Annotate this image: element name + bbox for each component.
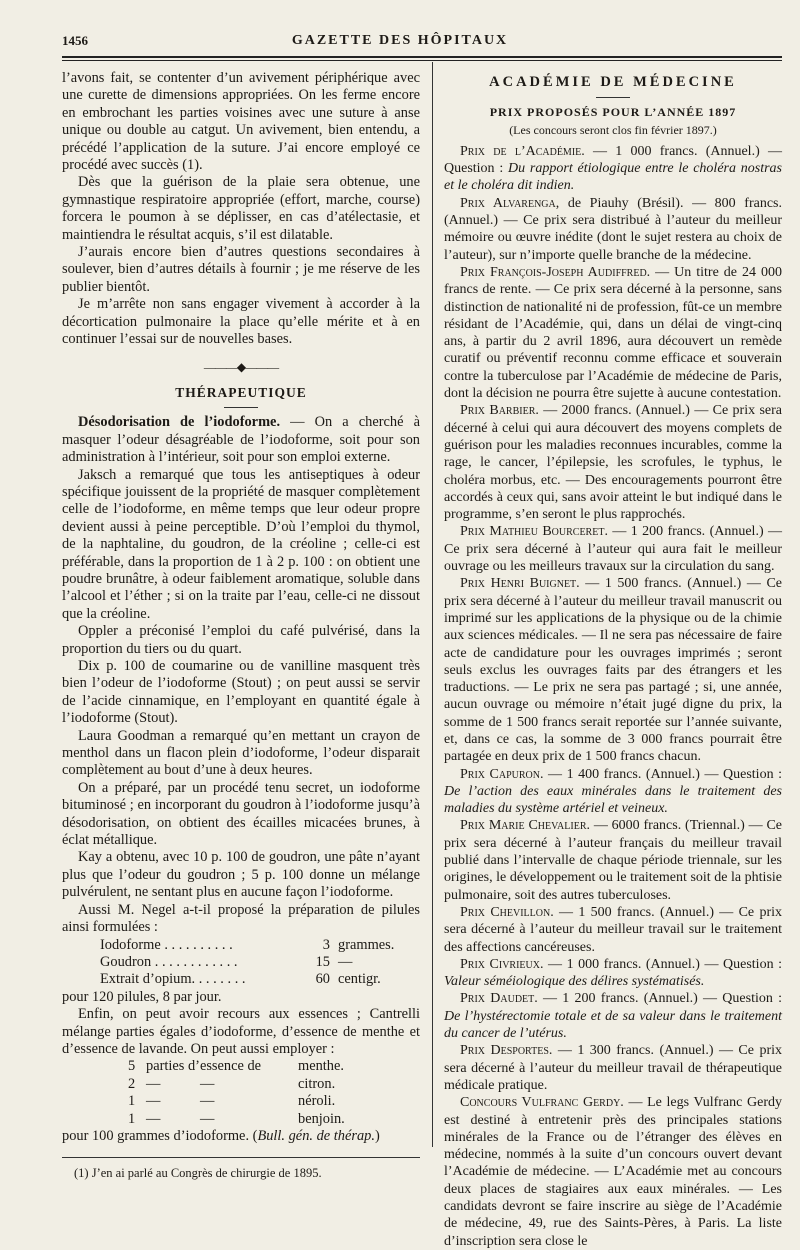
prize-entry [444, 904, 782, 956]
section-title: THÉRAPEUTIQUE [175, 384, 307, 400]
footnote-rule [62, 1157, 420, 1158]
essence-row: 1 — — benjoin. [128, 1110, 345, 1127]
prize-text: — 1 200 francs. (Annuel.) — Question : [537, 991, 783, 1007]
prize-entry [444, 1042, 782, 1094]
prize-question: Du rapport étiologique entre le choléra nostras et le choléra dit indien. [444, 161, 782, 194]
prize-entry [444, 817, 782, 903]
essence-list [62, 1058, 420, 1128]
prize-text: — 1 300 francs. (Annuel.) — Ce prix sera décerné à l’auteur du meilleur travail de thérapeutique médicale pratique. [444, 1043, 782, 1093]
prize-text: — 1 000 francs. (Annuel.) — Question : [444, 143, 782, 177]
prize-entry [444, 195, 782, 264]
prize-name: Prix Alvarenga, [460, 195, 560, 211]
paragraph: On a préparé, par un procédé tenu secret, un iodoforme bituminosé ; en incorporant du goudron à l’iodoforme jusqu’à désodorisation, on obtient des écailles micacées brunes, à éclat métallique. [62, 779, 420, 849]
prize-text: — 6000 francs. (Triennal.) — Ce prix sera décerné à l’auteur français du meilleur travail publié dans l’intervalle de chaque période triennale, sur les origines, le développement ou le traitement soit de la phtisie pulmonaire, soit des autres tuberculoses. [444, 818, 782, 903]
paragraph: Enfin, on peut avoir recours aux essences ; Cantrelli mélange parties égales d’iodoforme, d’essence de menthe et d’essence de lavande. On peut aussi employer : [62, 1006, 420, 1057]
formula-row: Extrait d’opium. . . . . . . . 60 centigr. [100, 971, 381, 988]
footnote: (1) J’en ai parlé au Congrès de chirurgie de 1895. [74, 1166, 322, 1181]
prize-entry [444, 956, 782, 991]
prize-name: Prix Desportes. [460, 1043, 553, 1059]
prize-text: — 1 000 francs. (Annuel.) — Question : [543, 956, 782, 972]
essence-row: 2 — — citron. [128, 1075, 336, 1092]
paragraph: Je m’arrête non sans engager vivement à accorder à la décortication pulmonaire la place qu’elle mérite et à en continuer l’essai sur de nouvelles bases. [62, 296, 420, 348]
prize-text: — 1 200 francs. (Annuel.) — Ce prix sera décerné à l’auteur qui aura fait le meilleur ouvrage ou les meilleurs travaux sur la circulation du sang. [444, 524, 782, 575]
header-rule-thin [62, 60, 782, 61]
title-rule [596, 97, 630, 98]
paragraph: Laura Goodman a remarqué qu’en mettant un crayon de menthol dans un flacon plein d’iodoforme, l’odeur disparait complètement au bout d’une à deux heures. [62, 727, 420, 779]
paragraph: Jaksch a remarqué que tous les antiseptiques à odeur spécifique jouissent de la propriété de masquer complètement celle de l’iodoforme, en même temps que leur odeur propre devient aussi à peine perceptible. D’où l’emploi du thymol, de la naphtaline, du goudron, de la créoline ; celle-ci est préférable, dans la proportion de 1 à 2 p. 100 : on obtient une poudre brunâtre, à odeur faiblement aromatique, soluble dans l’alcool et l’éther ; si on la traite par l’eau, celle-ci ne dissout que la créoline. [62, 466, 420, 622]
prize-text: — Un titre de 24 000 francs de rente. — Ce prix sera décerné à la personne, sans distinction de nationalité ni de profession, fût-ce un membre résidant de l’Académie, qui, dans un délai de vingt-cinq ans, à partir du 2 avril 1896, aura découvert un remède curatif ou préventif reconnu comme efficace et souverain contre la tuberculose par l’Académie de médecine de Paris, dont la décision ne pourra être sujette à aucune contestation. [444, 264, 782, 402]
prize-entry [444, 575, 782, 765]
article-paragraph: Désodorisation de l’iodoforme. — On a cherché à masquer l’odeur désagréable de l’iodoforme, soit pour son administration à l’intérieur, soit pour son emploi externe. [62, 414, 420, 466]
title-rule [224, 407, 258, 408]
essence-row: 1 — — néroli. [128, 1093, 336, 1110]
paragraph: Dès que la guérison de la plaie sera obtenue, une gymnastique respiratoire appropriée (effort, marche, course) forcera le poumon à se déplisser, en cas d’atélectasie, et maintiendra le résultat acquis, s’il est dilatable. [62, 174, 420, 243]
prize-name: Prix Capuron. [460, 766, 544, 782]
paragraph: Dix p. 100 de coumarine ou de vanilline masquent très bien l’odeur de l’iodoforme (Stout) ; on peut aussi se servir de l’acide cinnamique, en l’employant en quantité égale à l’iodoforme (Stout). [62, 658, 420, 727]
prize-question: De l’hystérectomie totale et de sa valeur dans le traitement du cancer de l’utérus. [444, 1008, 782, 1042]
prize-text: — 1 400 francs. (Annuel.) — Question : [543, 766, 783, 782]
formula-row: Goudron . . . . . . . . . . . . 15 — [100, 953, 353, 970]
paragraph: l’avons fait, se contenter d’un avivement périphérique avec une curette de dimensions appropriées. On les ferme encore en embrochant les parties voisines avec une suture à anse unique ou double au catgut. Un avivement, bien entendu, a précédé l’application de la suture. J’ai encore employé ce procédé avec succès (1). [62, 70, 420, 174]
prize-entry [444, 990, 782, 1042]
prize-list [444, 143, 782, 1250]
left-column [62, 70, 420, 1181]
column-divider [432, 62, 433, 1147]
prize-question: De l’action des eaux minérales dans le traitement des maladies du système artériel et veineux. [444, 783, 782, 817]
prize-text: — Le legs Vulfranc Gerdy est destiné à entretenir près des principales stations minérales de la France ou de l’étranger des élèves en médecine, nommés à la suite d’un concours ouvert devant l’Académie de médecine. — L’Académie met au concours deux places de stagiaires aux eaux minérales. — Les candidats devront se faire inscrire au siège de l’Académie de médecine, 49, rue des Saints-Pères, à Paris. La liste d’inscription sera close le [444, 1095, 782, 1249]
prize-question: Valeur séméiologique des délires systématisés. [444, 974, 705, 990]
essence-row: 5 parties d’essence de menthe. [128, 1058, 344, 1075]
paragraph: Kay a obtenu, avec 10 p. 100 de goudron, une pâte n’ayant plus que l’odeur du goudron ; 5 p. 100 donne un mélange pulvérulent, ne sentant plus en aucune façon l’iodoforme. [62, 849, 420, 901]
prize-name: Prix Civrieux. [460, 956, 544, 972]
prize-text: — 2000 francs. (Annuel.) — Ce prix sera décerné à celui qui aura découvert des moyens complets de guérison pour les maladies reconnues incurables, comme la rage, le cancer, l’épilepsie, les scrofules, le typhus, le choléra morbus, etc. — Des encouragements pourront être accordés à ceux qui, sans avoir atteint le but indiqué dans le programme, s’en seront le plus rapprochés. [444, 403, 782, 523]
prize-text: — 1 500 francs. (Annuel.) — Ce prix sera décerné à l’auteur du meilleur travail manuscrit ou imprimé sur les applications de la physique ou de la chimie aux sciences médicales. — Il ne sera pas nécessaire de faire acte de candidature pour les ouvrages imprimés ; seront seuls exclus les ouvrages faits par des étrangers et les traductions. — Le prix ne sera pas partagé ; si, une année, aucun ouvrage ou mémoire n’était jugé digne du prix, la somme de 1 500 francs serait reportée sur l’année suivante, et, dans ce cas, la somme de 3 000 francs pourrait être partagée en deux prix de 1 500 francs chacun. [444, 576, 782, 765]
subsection-title: PRIX PROPOSÉS POUR L’ANNÉE 1897 [489, 105, 737, 120]
paragraph: J’aurais encore bien d’autres questions secondaires à soulever, bien d’autres détails à fournir ; je me réserve de les publier bientôt. [62, 244, 420, 295]
prize-entry [444, 143, 782, 195]
prize-text: de Piauhy (Brésil). — 800 francs. (Annuel.) — Ce prix sera distribué à l’auteur du meilleur mémoire ou œuvre inédite (dont le sujet restera au choix de l’auteur), sur n’importe quelle branche de la médecine. [444, 195, 782, 263]
paragraph: pour 100 grammes d’iodoforme. (Bull. gén. de thérap.) [62, 1127, 380, 1144]
article-title: Désodorisation de l’iodoforme. [78, 414, 281, 431]
prize-text: — 1 500 francs. (Annuel.) — Ce prix sera décerné à l’auteur du meilleur travail sur le traitement des affections cancéreuses. [444, 904, 783, 955]
journal-title: GAZETTE DES HÔPITAUX [291, 33, 509, 48]
prize-name: Prix Barbier. [460, 403, 539, 419]
paragraph: pour 120 pilules, 8 par jour. [62, 988, 222, 1005]
prize-name: Prix Henri Buignet. [460, 576, 580, 592]
prize-name: Prix de l’Académie. [460, 143, 585, 159]
prize-entry [444, 766, 782, 818]
section-title: ACADÉMIE DE MÉDECINE [489, 74, 737, 90]
section-ornament: ———◆——— [203, 359, 279, 374]
paragraph: Aussi M. Negel a-t-il proposé la préparation de pilules ainsi formulées : [62, 901, 420, 936]
prize-name: Prix Chevillon. [460, 904, 554, 920]
prize-name: Prix Mathieu Bourceret. [460, 524, 608, 540]
prize-entry [444, 1094, 782, 1250]
formula-row: Iodoforme . . . . . . . . . . 3 grammes. [100, 936, 395, 953]
page-number: 1456 [62, 33, 88, 48]
paragraph: Oppler a préconisé l’emploi du café pulvérisé, dans la proportion du tiers ou du quart. [62, 623, 420, 657]
pill-formula [62, 937, 420, 989]
prize-entry [444, 264, 782, 402]
prize-entry [444, 402, 782, 523]
prize-name: Prix Daudet. [460, 991, 538, 1007]
header-rule [62, 56, 782, 58]
right-column [444, 70, 782, 1250]
prize-name: Prix Marie Chevalier. [460, 818, 590, 834]
subsection-note: (Les concours seront clos fin février 1897.) [509, 122, 717, 137]
prize-name: Concours Vulfranc Gerdy. [460, 1095, 624, 1111]
prize-name: Prix François-Joseph Audiffred. [460, 264, 651, 280]
prize-entry [444, 523, 782, 575]
